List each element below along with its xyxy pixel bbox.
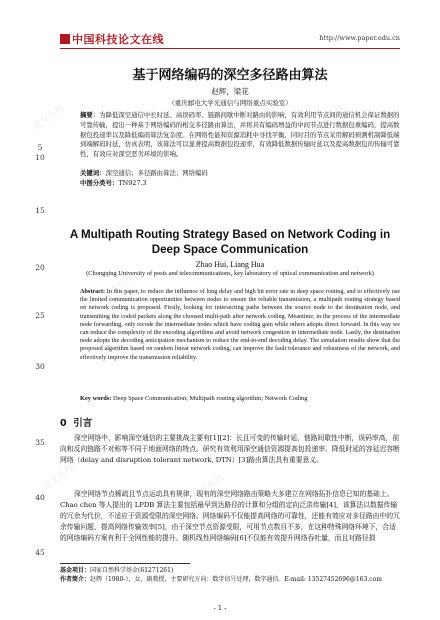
watermark: 论文在线 (361, 323, 397, 353)
clc-cn-text: TN927.3 (118, 179, 147, 187)
fund-label: 基金项目： (60, 567, 91, 574)
line-number: 35 (35, 438, 45, 447)
title-cn: 基于网络编码的深空多径路由算法 (132, 68, 328, 83)
section-number: 0 (60, 418, 67, 429)
authors-en: Zhao Hui, Liang Hua (195, 260, 265, 269)
abstract-en-label: Abstract: (80, 288, 106, 295)
keywords-en (80, 394, 400, 404)
line-number: 5 (37, 143, 43, 152)
logo (60, 31, 164, 47)
abstract-cn-label: 摘要： (80, 111, 100, 119)
footnote-rule (60, 563, 190, 564)
keywords-en-text: Deep Space Communication; Multipath routing algorithm; Network Coding (113, 395, 308, 402)
body-paragraph: 深空网络中，影响深空通信的主要挑战主要有[1][2]：长且可变的传输时延，链路间歇性中断，误码率高，前向和反向链路不对称等不同于地面网络的特点。研究有效利用深空通信资源提高包投递率、降低时延的容延迟容断网络（delay and disruption tolerant network, DTN）[3]路由算法具有重要意义。 (60, 434, 400, 465)
line-number: 25 (35, 311, 45, 320)
body-paragraph: 深空网络节点稀疏且节点运动具有规律，现有的深空网络路由策略大多建立在网络拓扑信息已知的基础上。Chao chen 等人提出的 LPDB 算法主要包括最早到达路径的计算和分组的定向泛洪传输[4]，该算法以数据传输的冗余为代价，不适应于资源受限的深空网络。网络编码不仅能提高网络的可靠性，还能有效应对多径路由中的冗余传输问题，提高网络传输效率[5]，由于深空节点资源受限，可用节点数目不多，在这种特殊网络环境下，合适的网络编码方案有利于全网性能的提升。随机线性网络编码[6]不仅能有效提升网络吞吐量，而且对路径损 (60, 490, 400, 543)
keywords-cn (80, 169, 400, 179)
abstract-cn (80, 111, 400, 160)
watermark: 论文在线 (31, 103, 67, 133)
line-number: 40 (35, 493, 45, 502)
watermark: 论文在线 (331, 493, 367, 523)
clc-cn (80, 179, 400, 189)
keywords-cn-text: 深空通信；多径路由算法；网络编码 (105, 169, 208, 177)
affiliation-en: (Chongqing University of posts and telecommunications, key laboratory of optical communication and network) (86, 270, 374, 277)
watermark: 论文在线 (101, 273, 137, 303)
title-en: A Multipath Routing Strategy Based on Network Coding in Deep Space Communication (69, 228, 391, 256)
page-header (60, 30, 400, 49)
author-bio-label: 作者简介： (60, 576, 91, 583)
watermark: 论文在线 (311, 103, 347, 133)
author-bio (60, 575, 400, 584)
clc-cn-label: 中图分类号： (80, 179, 119, 187)
keywords-en-label: Key words: (80, 395, 112, 402)
section-title: 引言 (73, 418, 93, 429)
line-number: 30 (35, 362, 45, 371)
watermark: 论文在线 (41, 463, 77, 493)
page-number: - 1 - (213, 604, 227, 612)
logo-mark-icon (60, 34, 70, 44)
section-heading (60, 415, 92, 429)
header-url[interactable]: http://www.paper.edu.cn (319, 34, 400, 42)
line-number: 45 (35, 548, 45, 557)
watermark: 论文在线 (191, 473, 227, 503)
watermark: 论文在线 (171, 103, 207, 133)
fund-note (60, 566, 400, 575)
watermark: 论文在线 (251, 293, 287, 323)
fund-text: 国家自然科学基金(61271261) (90, 567, 174, 574)
authors-cn: 赵辉，梁花 (211, 87, 249, 96)
line-number: 20 (35, 263, 45, 272)
affiliation-cn: （重庆邮电大学光通信与网络重点实验室） (168, 99, 292, 107)
abstract-en-text: In this paper, to reduce the influence of long delay and high bit error rate in deep space routing, and to effectively use the limited communication opportunities between nodes to ensure the reliable transmission, a multipath routing strategy based on network coding is proposed. Firstly, looking for intersecting paths between the source node to the destination node, and transmitting the coded packets along the choosed multi-path after network coding. Meantime, in the process of the intermediate node forwarding, only recode the intermediate nodes which have coding gain while others adopts direct forward. In this way we can reduce the complexity of the encoding algorithms and avoid network congestion in intermediate node. Lastly, the destination node adopts the decoding anticipation mechanism to reduce the end-to-end decoding delay. The simulation results show that the proposed algorithm based on random linear network coding, can improve the fault tolerance and robustness of the network, and effectively improve the transmission reliability. (80, 288, 401, 361)
author-bio-text: 赵辉（1980-），女，副教授，主要研究方向：数字信号处理，数字通信。E-mail: 13527452696@163.com (90, 576, 382, 583)
line-number: 10 (35, 153, 45, 162)
logo-text: 中国科技论文在线 (72, 33, 164, 46)
line-number: 15 (35, 206, 45, 215)
abstract-en (80, 288, 400, 362)
abstract-cn-text: 为降低深空通信中长时延、高误码率、链路间歇中断对路由的影响，有效利用节点间的通信机会保证数据的可靠传输，提出一种基于网络编码的相交多径路由算法，并将具有编码增益的中间节点进行数据包重编码，提高数据包投递率以及降低编码算法复杂度。在网络性能和资源消耗中寻找平衡，同时目的节点采用解码预测机制降低端到端解码时延，仿真表明，该算法可以显著提高数据包投递率，有效降低数据传输时延以及提高数据包的传输可靠性，有效应对深空恶劣环境的影响。 (80, 111, 400, 159)
keywords-cn-label: 关键词： (80, 169, 106, 177)
